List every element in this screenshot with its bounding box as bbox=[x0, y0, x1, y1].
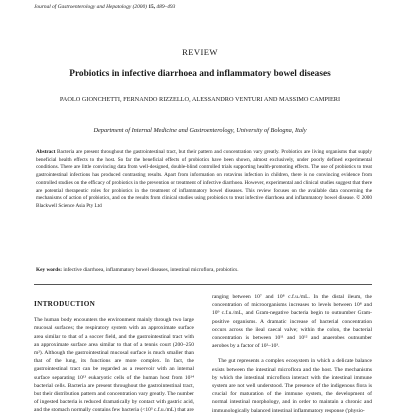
journal-citation bbox=[34, 4, 175, 10]
journal-year: (2000) bbox=[132, 4, 147, 10]
keywords bbox=[36, 267, 372, 275]
body-paragraph: The gut represents a complex ecosystem in which a delicate balance exists between the intestinal microflora and the host. The mechanisms by which the intestinal microflora interact with the intestinal immune system are not well understood. The presence of the indigenous flora is crucial for maturation of the immune system, the development of normal intestinal morphology, and in order to maintain a chronic and immunologically balanced intestinal inflammatory response ('physio- bbox=[212, 358, 372, 414]
journal-name: Journal of Gastroenterology and Hepatology bbox=[34, 4, 132, 10]
abstract-label: Abstract bbox=[36, 149, 56, 155]
affiliation: Department of Internal Medicine and Gastroenterology, University of Bologna, Italy bbox=[93, 127, 307, 134]
body-column-left bbox=[34, 300, 194, 415]
keywords-text: infective diarrhoea, inflammatory bowel diseases, intestinal microflora, probiotics. bbox=[63, 267, 239, 273]
section-divider bbox=[34, 284, 372, 285]
author-list: PAOLO GIONCHETTI, FERNANDO RIZZELLO, ALESSANDRO VENTURI AND MASSIMO CAMPIERI bbox=[59, 96, 341, 103]
section-label: REVIEW bbox=[182, 47, 218, 57]
abstract-text: Bacteria are present throughout the gastrointestinal tract, but their pattern and concentration vary greatly. Probiotics are living organisms that supply beneficial health effects to the host. So far the beneficial effects of probiotics have been shown, almost exclusively, under poorly defined experimental conditions. There are little convincing data from well-designed, double-blind controlled trials supporting health-promoting effects. The use of probiotics to treat gastrointestinal infections has produced contrasting results. Apart from information on rotavirus infection in children, there is no convincing evidence from controlled studies on the efficacy of probiotics in the prevention or treatment of infective diarrhoea. However, experimental and clinical studies suggest that there are potential therapeutic roles for probiotics in the treatment of inflammatory bowel diseases. This review focuses on the available data concerning the mechanisms of action of probiotics, and on the results from clinical studies using probiotics to treat infective diarrhoea and inflammatory bowel disease. bbox=[36, 149, 373, 202]
abstract bbox=[36, 149, 372, 211]
journal-pages: 489–493 bbox=[156, 4, 176, 10]
introduction-paragraph: The human body encounters the environment mainly through two large mucosal surfaces; the respiratory system with an approximate surface area similar to that of a soccer field, and the gastrointestinal tract with an approximate surface area similar to that of a tennis court (200–250 m²). Although the gastrointestinal mucosal surface is much smaller than that of the lung, its functions are more complex. In fact, the gastrointestinal tract can be regarded as a reservoir with an internal surface separating 10¹³ eukaryotic cells of the human host from 10¹⁴ bacterial cells. Bacteria are present throughout the gastrointestinal tract, but their distribution pattern and concentration vary greatly. The number of ingested bacteria is reduced dramatically by contact with gastric acid, and the stomach normally contains few bacteria (<10³ c.f.u./mL) that are bbox=[34, 317, 194, 414]
copyright-notice: © 2000 Blackwell Science Asia Pty Ltd bbox=[36, 195, 372, 209]
introduction-heading: INTRODUCTION bbox=[34, 300, 96, 308]
journal-volume: 15, bbox=[148, 4, 156, 10]
body-paragraph: ranging between 10⁷ and 10⁸ c.f.u./mL. In the distal ileum, the concentration of microorganisms increases to levels between 10⁸ and 10⁹ c.f.u./mL, and Gram-negative bacteria begin to outnumber Gram-positive organisms. A dramatic increase of bacterial concentration occurs across the ileal caecal valve; within the colon, the bacterial concentration is between 10¹¹ and 10¹² and anaerobes outnumber aerobes by a factor of 10²–10³. bbox=[212, 294, 372, 350]
body-column-right bbox=[212, 293, 372, 415]
keywords-label: Key words: bbox=[36, 267, 63, 273]
paper-title: Probiotics in infective diarrhoea and inflammatory bowel diseases bbox=[69, 69, 331, 79]
